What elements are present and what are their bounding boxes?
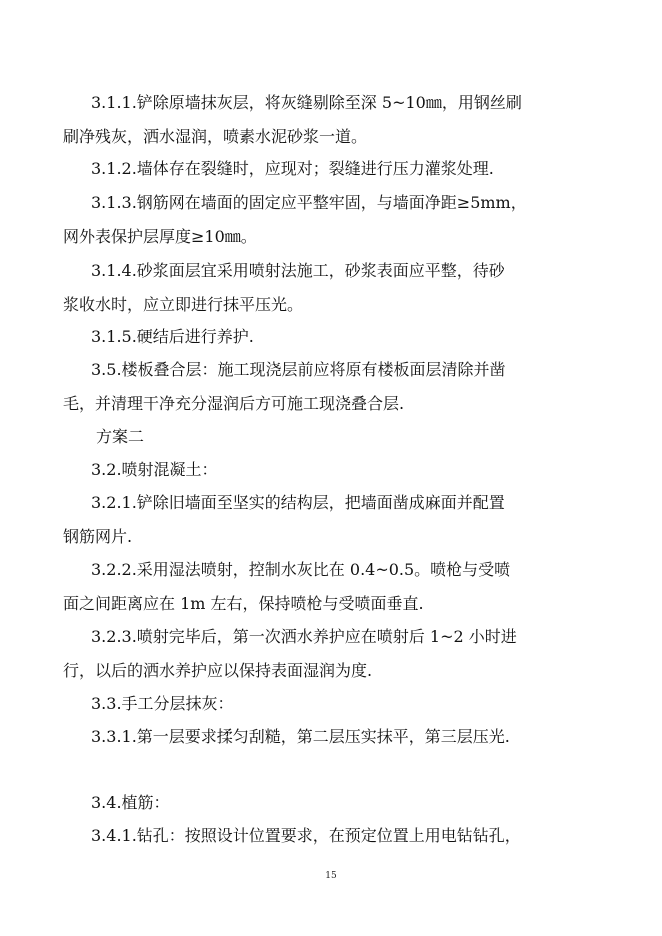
text-line: 3.5.楼板叠合层：施工现浇层前应将原有楼板面层清除并凿 — [91, 360, 506, 379]
paragraph-3-5 — [0, 353, 662, 421]
text-line: 3.2.喷射混凝土： — [91, 460, 218, 479]
text-line: 行，以后的洒水养护应以保持表面湿润为度. — [63, 661, 373, 680]
text-line: 3.1.4.砂浆面层宜采用喷射法施工，砂浆表面应平整，待砂 — [91, 261, 505, 280]
paragraph-3-1-3 — [0, 186, 662, 254]
text-line: 刷净残灰，洒水湿润，喷素水泥砂浆一道。 — [63, 127, 368, 146]
text-line: 3.1.5.硬结后进行养护. — [91, 327, 254, 346]
heading-3-2 — [0, 453, 662, 487]
paragraph-3-1-1 — [0, 86, 662, 154]
text-line: 3.2.1.铲除旧墙面至坚实的结构层，把墙面凿成麻面并配置 — [91, 493, 505, 512]
paragraph-3-4-1 — [0, 819, 662, 853]
text-line: 钢筋网片. — [63, 527, 133, 546]
page-number: 15 — [325, 871, 337, 881]
paragraph-3-3-1 — [0, 720, 662, 754]
text-line: 3.2.2.采用湿法喷射，控制水灰比在 0.4~0.5。喷枪与受喷 — [91, 560, 511, 579]
text-line: 3.3.1.第一层要求揉匀刮糙，第二层压实抹平，第三层压光. — [91, 727, 510, 746]
text-line: 3.3.手工分层抹灰： — [91, 694, 234, 713]
paragraph-3-1-4 — [0, 254, 662, 322]
text-line: 3.4.1.钻孔：按照设计位置要求，在预定位置上用电钻钻孔， — [91, 826, 521, 845]
section-heading-plan-two — [0, 420, 662, 454]
text-line: 浆收水时，应立即进行抹平压光。 — [63, 295, 304, 314]
text-line: 3.1.1.铲除原墙抹灰层，将灰缝剔除至深 5~10㎜，用钢丝刷 — [91, 93, 522, 112]
paragraph-3-2-1 — [0, 486, 662, 554]
text-line: 网外表保护层厚度≥10㎜。 — [63, 227, 257, 246]
text-line: 毛，并清理干净充分湿润后方可施工现浇叠合层. — [63, 394, 405, 413]
paragraph-3-1-5 — [0, 320, 662, 354]
heading-3-3 — [0, 687, 662, 721]
text-line: 面之间距离应在 1m 左右，保持喷枪与受喷面垂直. — [63, 594, 424, 613]
text-line: 3.4.植筋： — [91, 793, 170, 812]
text-line: 3.1.3.钢筋网在墙面的固定应平整牢固，与墙面净距≥5mm， — [91, 193, 527, 212]
text-line: 3.1.2.墙体存在裂缝时，应现对；裂缝进行压力灌浆处理. — [91, 159, 494, 178]
heading-3-4 — [0, 786, 662, 820]
paragraph-3-2-2 — [0, 553, 662, 621]
paragraph-3-2-3 — [0, 620, 662, 688]
paragraph-3-1-2 — [0, 152, 662, 186]
text-line: 3.2.3.喷射完毕后，第一次洒水养护应在喷射后 1~2 小时进 — [91, 627, 517, 646]
text-line: 方案二 — [96, 427, 145, 446]
